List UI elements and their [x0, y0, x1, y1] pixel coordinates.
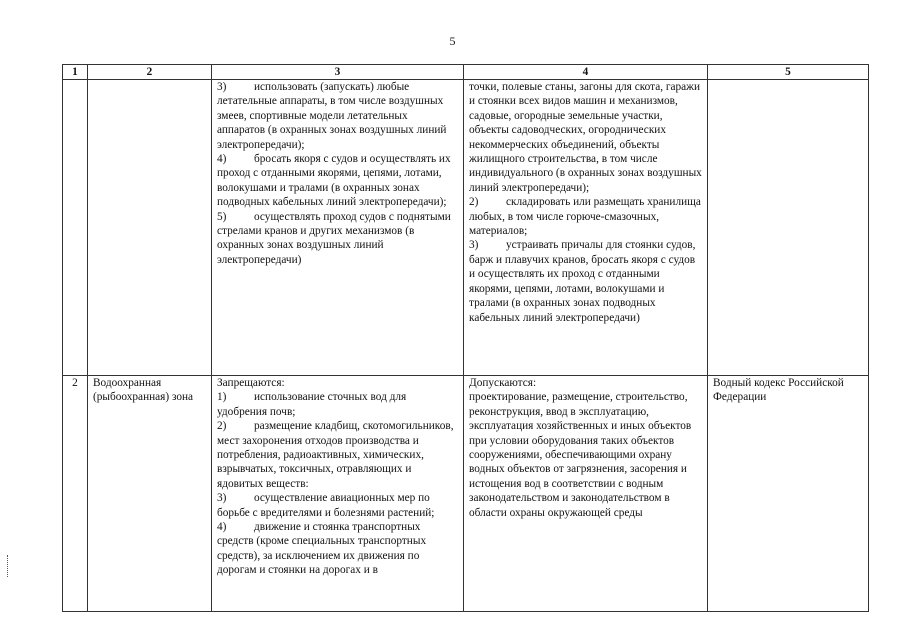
table-header-row [63, 65, 869, 80]
list-item: 2) размещение кладбищ, скотомогильников, мест захоронения отходов производства и потребления, радиоактивных, химических, взрывчатых, токсичных, отравляющих и ядовитых веществ: [217, 420, 454, 490]
restrictions-cell [212, 376, 464, 612]
zone-name-cell: Водоохранная (рыбоохранная) зона [88, 376, 212, 612]
header-col-3: 3 [212, 65, 464, 80]
permissions-cell [464, 80, 708, 376]
header-col-4: 4 [464, 65, 708, 80]
restrictions-cell [212, 80, 464, 376]
list-item: 3) устраивать причалы для стоянки судов, барж и плавучих кранов, бросать якоря с судов и осуществлять их проход с отданными якорями, цепями, лотами, волокушами и тралами (в охранных зонах подводных кабельных линий электропередачи) [469, 239, 696, 324]
page-number: 5 [449, 34, 456, 48]
restrictions-intro: Запрещаются: [217, 377, 285, 389]
row-number-cell [63, 80, 88, 376]
zone-name-cell [88, 80, 212, 376]
table-row-continued [63, 80, 869, 376]
header-col-5: 5 [708, 65, 869, 80]
list-item: 4) бросать якоря с судов и осуществлять их проход с отданными якорями, цепями, лотами, волокушами и тралами (в охранных зонах подводных кабельных линий электропередачи); [217, 153, 451, 209]
legal-basis-cell: Водный кодекс Российской Федерации [708, 376, 869, 612]
row-number-cell: 2 [63, 376, 88, 612]
list-item: 2) складировать или размещать хранилища любых, в том числе горюче-смазочных, материалов; [469, 196, 701, 238]
list-item: 3) использовать (запускать) любые летательные аппараты, в том числе воздушных змеев, спортивные модели летательных аппаратов (в охранных зонах воздушных линий электропередачи); [217, 81, 447, 151]
permissions-cell [464, 376, 708, 612]
zones-table [62, 64, 869, 612]
list-item: 4) движение и стоянка транспортных средств (кроме специальных транспортных средств), за исключением их движения по дорогам и стоянки на дорогах и в [217, 521, 427, 577]
header-col-2: 2 [88, 65, 212, 80]
permissions-intro: Допускаются: [469, 377, 537, 389]
list-item: 1) использование сточных вод для удобрения почв; [217, 391, 407, 418]
header-col-1: 1 [63, 65, 88, 80]
legal-basis-cell [708, 80, 869, 376]
list-item: 5) осуществлять проход судов с поднятыми стрелами кранов и других механизмов (в охранных зонах воздушных линий электропередачи) [217, 210, 451, 266]
permissions-text: проектирование, размещение, строительство, реконструкция, ввод в эксплуатацию, эксплуатация хозяйственных и иных объектов при условии оборудования таких объектов сооружениями, обеспечивающими охрану водных объектов от загрязнения, засорения и истощения вод в соответствии с водным законодательством и законодательством в области охраны окружающей среды [469, 391, 692, 519]
margin-mark [7, 555, 14, 577]
list-item: 3) осуществление авиационных мер по борьбе с вредителями и болезнями растений; [217, 492, 435, 519]
list-item: точки, полевые станы, загоны для скота, гаражи и стоянки всех видов машин и механизмов, садовые, огородные земельные участки, объекты садоводческих, огороднических некоммерческих объединений, объекты жилищного строительства, в том числе индивидуального (в охранных зонах воздушных линий электропередачи); [469, 81, 702, 194]
table-row [63, 376, 869, 612]
